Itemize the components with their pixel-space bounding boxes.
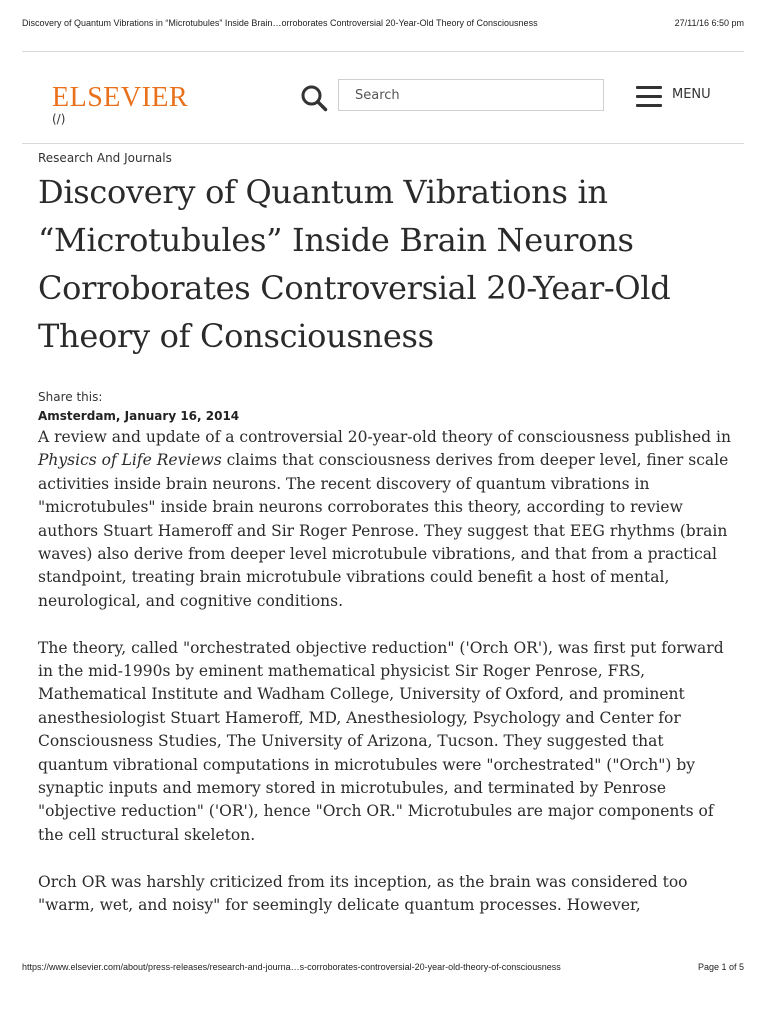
print-footer [22, 962, 744, 976]
search-icon[interactable] [300, 84, 328, 112]
menu-label[interactable]: MENU [672, 87, 711, 102]
logo-link-text[interactable]: (/) [52, 112, 66, 126]
journal-name: Physics of Life Reviews [38, 451, 222, 470]
print-header [22, 18, 744, 32]
page-number: Page 1 of 5 [697, 962, 744, 972]
print-footer-url: https://www.elsevier.com/about/press-releases/research-and-journa…s-corroborates-controversial-20-year-old-theory-of-consciousness [22, 962, 561, 972]
paragraph-text: A review and update of a controversial 20-year-old theory of consciousness published in [38, 428, 731, 446]
breadcrumb[interactable]: Research And Journals [38, 151, 172, 165]
elsevier-logo[interactable]: ELSEVIER [52, 82, 189, 113]
share-label: Share this: [38, 390, 103, 404]
search-input[interactable] [338, 79, 604, 111]
print-header-title: Discovery of Quantum Vibrations in “Microtubules” Inside Brain…orroborates Controversial 20-Year-Old Theory of Consciousness [22, 18, 538, 28]
article-body [38, 426, 733, 941]
page-title: Discovery of Quantum Vibrations in “Microtubules” Inside Brain Neurons Corroborates Controversial 20-Year-Old Theory of Consciousness [38, 173, 671, 355]
print-header-date: 27/11/16 6:50 pm [674, 18, 744, 28]
article-paragraph-3: Orch OR was harshly criticized from its inception, as the brain was considered too "warm, wet, and noisy" for seemingly delicate quantum processes. However, [38, 872, 688, 915]
article-paragraph-2: The theory, called "orchestrated objective reduction" ('Orch OR'), was first put forward in the mid-1990s by eminent mathematical physicist Sir Roger Penrose, FRS, Mathematical Institute and Wadham College, University of Oxford, and prominent anesthesiologist Stuart Hameroff, MD, Anesthesiology, Psychology and Center for Consciousness Studies, The University of Arizona, Tucson. They suggested that quantum vibrational computations in microtubules were "orchestrated" ("Orch") by synaptic inputs and memory stored in microtubules, and terminated by Penrose "objective reduction" ('OR'), hence "Orch OR." Microtubules are major components of the cell structural skeleton. [38, 638, 724, 844]
dateline: Amsterdam, January 16, 2014 [38, 409, 240, 423]
header-divider [22, 51, 744, 52]
nav-divider [22, 143, 744, 144]
paragraph-text: claims that consciousness derives from deeper level, finer scale activities inside brain neurons. The recent discovery of quantum vibrations in "microtubules" inside brain neurons corroborates this theory, according to review authors Stuart Hameroff and Sir Roger Penrose. They suggest that EEG rhythms (brain waves) also derive from deeper level microtubule vibrations, and that from a practical standpoint, treating brain microtubule vibrations could benefit a host of mental, neurological, and cognitive conditions. [38, 451, 729, 610]
article-paragraph-1 [38, 426, 733, 613]
hamburger-menu-icon[interactable] [636, 86, 662, 108]
menu-button[interactable] [636, 86, 726, 110]
